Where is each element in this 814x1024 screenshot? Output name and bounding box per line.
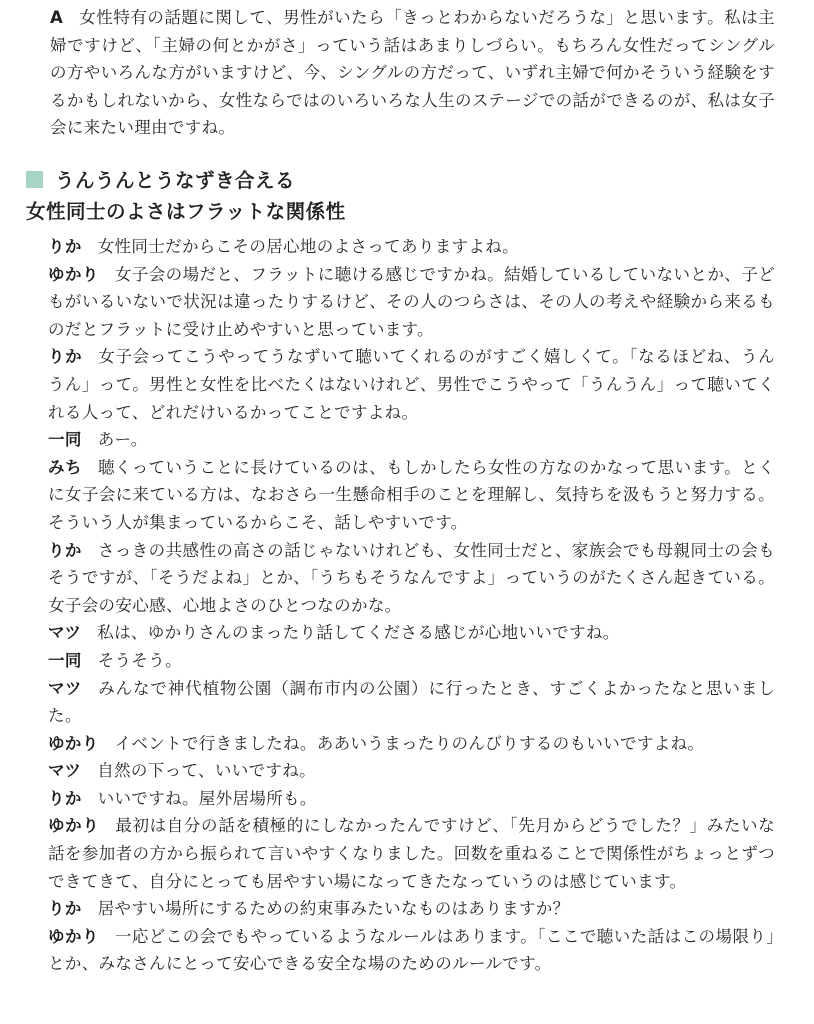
speaker-name: ゆかり (48, 264, 99, 284)
intro-text: 女性特有の話題に関して、男性がいたら「きっとわからないだろうな」と思います。私は主婦ですけど、「主婦の何とかがさ」っていう話はあまりしづらい。もちろん女性だってシングルの方やいろんな方がいますけど、今、シングルの方だって、いずれ主婦で何かそういう経験をするかもしれないから、女性ならではのいろいろな人生のステージでの話ができるのが、私は女子会に来たい理由ですね。 (50, 8, 775, 138)
intro-paragraph (50, 4, 775, 142)
dialogue-text: 女性同士だからこその居心地のよさってありますよね。 (97, 237, 519, 256)
dialogue-line (48, 675, 775, 730)
section-heading-text: うんうんとうなずき合える (55, 169, 296, 192)
dialogue-line (48, 785, 775, 813)
speaker-name: マツ (48, 623, 82, 643)
dialogue-line (48, 895, 775, 923)
dialogue-line (48, 537, 775, 620)
speaker-name: A (50, 8, 64, 27)
speaker-name: みち (48, 457, 82, 477)
speaker-name: りか (48, 540, 82, 560)
dialogue-text: みんなで神代植物公園（調布市内の公園）に行ったとき、すごくよかったなと思いました。 (48, 678, 775, 726)
dialogue-text: 女子会ってこうやってうなずいて聴いてくれるのがすごく嬉しくて。「なるほどね、うんうん」って。男性と女性を比べたくはないけれど、男性でこうやって「うんうん」って聴いてくれる人って、どれだけいるかってことですよね。 (48, 347, 775, 422)
dialogue-line (48, 343, 775, 426)
dialogue-line (48, 812, 775, 895)
dialogue-text: さっきの共感性の高さの話じゃないけれども、女性同士だと、家族会でも母親同士の会もそうですが、「そうだよね」とか、「うちもそうなんですよ」っていうのがたくさん起きている。女子会の安心感、心地よさのひとつなのかな。 (48, 540, 776, 615)
section-subheading: 女性同士のよさはフラットな関係性 (26, 200, 346, 223)
speaker-name: ゆかり (48, 733, 99, 753)
speaker-name: 一同 (48, 430, 82, 450)
dialogue-text: いいですね。屋外居場所も。 (97, 788, 317, 808)
dialogue-line (48, 923, 775, 978)
dialogue-line (48, 426, 775, 454)
dialogue-line (48, 619, 775, 647)
speaker-name: ゆかり (48, 926, 99, 946)
dialogue-text: あー。 (97, 430, 148, 450)
section-heading (26, 164, 786, 194)
dialogue-text: 一応どこの会でもやっているようなルールはあります。「ここで聴いた話はこの場限り」とか、みなさんにとって安心できる安全な場のためのルールです。 (48, 926, 775, 974)
dialogue-text: イベントで行きましたね。ああいうまったりのんびりするのもいいですよね。 (114, 733, 705, 753)
square-bullet-icon (26, 171, 43, 188)
speaker-name: りか (48, 899, 82, 919)
speaker-name: マツ (48, 761, 82, 781)
speaker-name: マツ (48, 678, 83, 698)
dialogue-line (48, 454, 775, 537)
speaker-name: りか (48, 237, 82, 256)
speaker-name: りか (48, 788, 82, 808)
dialogue-line (48, 730, 775, 758)
speaker-name: ゆかり (48, 816, 100, 836)
dialogue-line (48, 647, 775, 675)
speaker-name: りか (48, 347, 83, 367)
dialogue-text: 最初は自分の話を積極的にしなかったんですけど、「先月からどうでした？」みたいな話を参加者の方から振られて言いやすくなりました。回数を重ねることで関係性がちょっとずつできてきて、自分にとっても居やすい場になってきたなっていうのは感じています。 (48, 816, 775, 891)
dialogue-list (48, 233, 775, 978)
dialogue-line (48, 233, 775, 261)
dialogue-text: 居やすい場所にするための約束事みたいなものはありますか？ (97, 899, 570, 919)
speaker-name: 一同 (48, 650, 82, 670)
dialogue-line (48, 757, 775, 785)
dialogue-text: 自然の下って、いいですね。 (97, 761, 316, 781)
dialogue-line (48, 261, 775, 344)
dialogue-text: 私は、ゆかりさんのまったり話してくださる感じが心地いいですね。 (97, 623, 620, 643)
section-header (26, 164, 786, 228)
dialogue-text: 聴くっていうことに長けているのは、もしかしたら女性の方なのかなって思います。とくに女子会に来ている方は、なおさら一生懸命相手のことを理解し、気持ちを汲もうと努力する。そういう人が集まっているからこそ、話しやすいです。 (48, 457, 775, 532)
dialogue-text: 女子会の場だと、フラットに聴ける感じですかね。結婚しているしていないとか、子どもがいるいないで状況は違ったりするけど、その人のつらさは、その人の考えや経験から来るものだとフラットに受け止めやすいと思っています。 (48, 264, 775, 339)
dialogue-text: そうそう。 (97, 650, 182, 670)
